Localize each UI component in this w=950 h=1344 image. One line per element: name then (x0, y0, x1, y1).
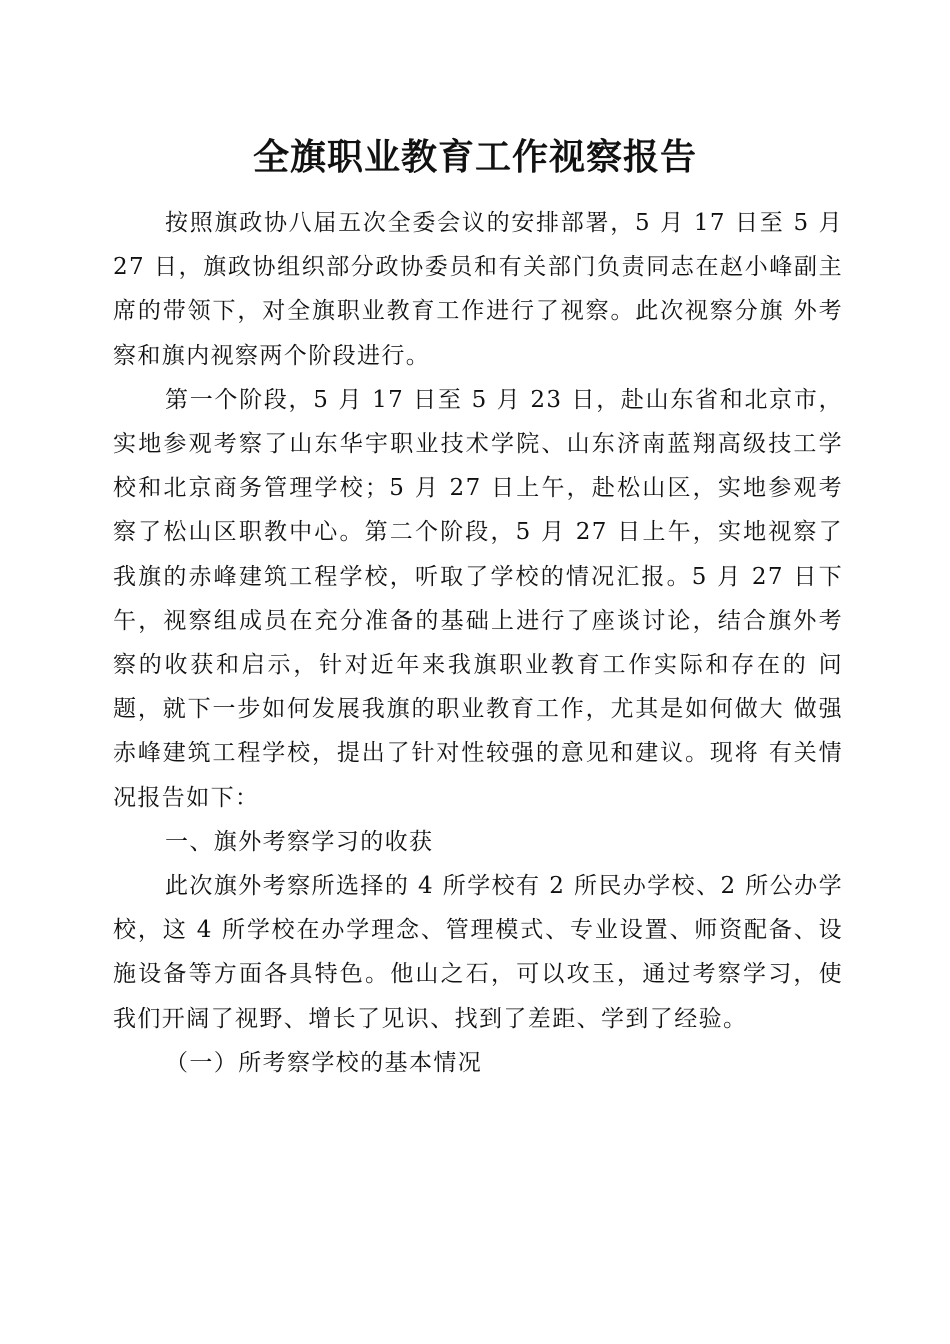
document-title: 全旗职业教育工作视察报告 (252, 137, 697, 178)
paragraph-stages: 第一个阶段，5 月 17 日至 5 月 23 日，赴山东省和北京市，实地参观考察了山东华宇职业技术学院、山东济南蓝翔高级技工学校和北京商务管理学校；5 月 27 日上午，赴松山区，实地参观考察了松山区职教中心。第二个阶段，5 月 27 日上午，实地视察了我旗的赤峰建筑工程学校，听取了学校的情况汇报。5 月 27 日下午，视察组成员在充分准备的基础上进行了座谈讨论，结合旗外考察的收获和启示，针对近年来我旗职业教育工作实际和存在的 问题，就下一步如何发展我旗的职业教育工作，尤其是如何做大 做强赤峰建筑工程学校，提出了针对性较强的意见和建议。现将 有关情况报告如下： (113, 386, 843, 811)
paragraph-section: 此次旗外考察所选择的 4 所学校有 2 所民办学校、2 所公办学校，这 4 所学校在办学理念、管理模式、专业设置、师资配备、设施设备等方面各具特色。他山之石，可以攻玉，通过考察学习，使我们开阔了视野、增长了见识、找到了差距、学到了经验。 (113, 873, 843, 1032)
section-heading: 一、旗外考察学习的收获 (165, 828, 434, 855)
paragraph-intro: 按照旗政协八届五次全委会议的安排部署，5 月 17 日至 5 月 27 日，旗政协组织部分政协委员和有关部门负责同志在赵小峰副主席的带领下，对全旗职业教育工作进行了视察。此次视察分旗 外考察和旗内视察两个阶段进行。 (113, 210, 843, 369)
subsection-heading: （一）所考察学校的基本情况 (165, 1049, 483, 1076)
document-body (113, 201, 843, 1085)
